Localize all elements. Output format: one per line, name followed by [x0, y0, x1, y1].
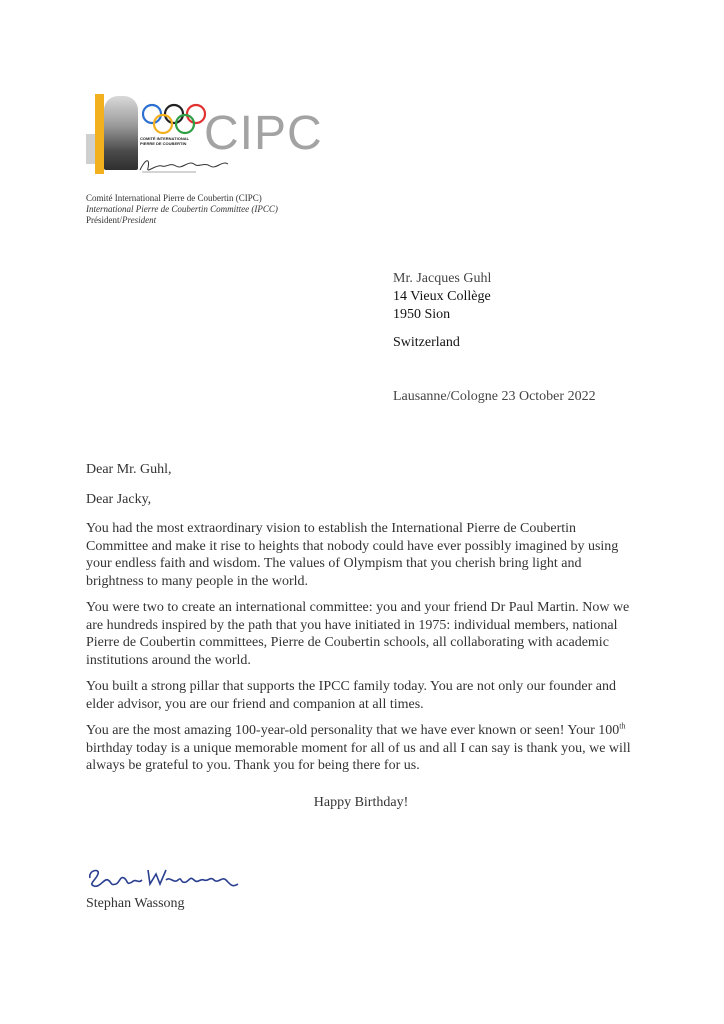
paragraph-3: You built a strong pillar that supports the IPCC family today. You are not only our founder and elder advisor, you are our friend and companion at all times.	[86, 679, 617, 712]
date-line: Lausanne/Cologne 23 October 2022	[393, 389, 596, 404]
salutation-formal: Dear Mr. Guhl,	[86, 462, 172, 477]
org-title: Président/President	[86, 215, 157, 225]
recipient-country: Switzerland	[393, 335, 460, 350]
recipient-city: 1950 Sion	[393, 307, 451, 322]
recipient-name: Mr. Jacques Guhl	[393, 271, 492, 286]
recipient-street: 14 Vieux Collège	[393, 289, 491, 304]
signer-name: Stephan Wassong	[86, 896, 185, 911]
letter-body	[86, 461, 638, 784]
paragraph-1: You had the most extraordinary vision to establish the International Pierre de Coubertin Committee and make it rise to heights that nobody could have ever possibly imagined by using your endless faith and wisdom. The values of Olympism that you cherish bring light and brightness to many people in the world.	[86, 521, 619, 589]
cipc-logo	[86, 88, 336, 180]
org-name-fr: Comité International Pierre de Coubertin (CIPC)	[86, 193, 262, 203]
coubertin-portrait-image	[104, 96, 138, 170]
salutation-informal: Dear Jacky,	[86, 491, 152, 507]
logo-gray-bar	[86, 134, 95, 164]
org-name-en: International Pierre de Coubertin Committee (IPCC)	[86, 204, 278, 214]
closing-line: Happy Birthday!	[313, 795, 409, 810]
organization-block	[86, 193, 278, 226]
paragraph-2: You were two to create an international committee: you and your friend Dr Paul Martin. Now we are hundreds inspired by the path that you have initiated in 1975: individual members, national Pierre de Coubertin committees, Pierre de Coubertin schools, all collaborating with academic institutions around the world.	[86, 600, 630, 668]
paragraph-4: You are the most amazing 100-year-old personality that we have ever known or seen! Your 100th birthday today is a unique memorable moment for all of us and all I can say is thank you, we will always be grateful to you. Thank you for being there for us.	[86, 721, 631, 773]
logo-yellow-bar	[95, 94, 104, 174]
wassong-signature-image	[86, 862, 246, 894]
logo-small-text: COMITÉ INTERNATIONAL PIERRE DE COUBERTIN	[140, 136, 189, 146]
coubertin-signature-image	[136, 154, 232, 176]
logo-text: CIPC	[204, 107, 323, 160]
recipient-address	[393, 270, 491, 352]
